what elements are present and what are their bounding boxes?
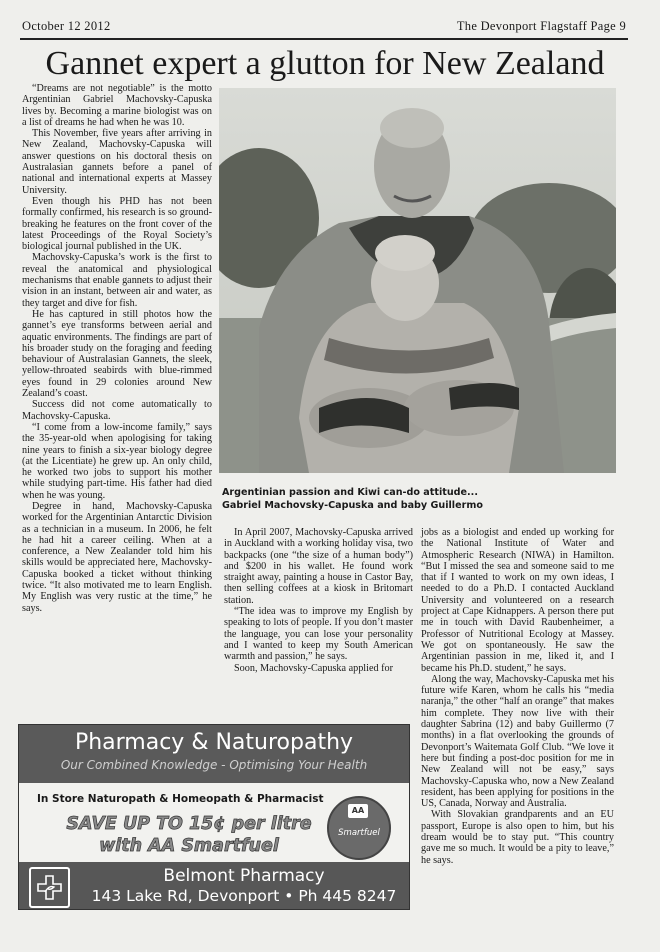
pharmacy-advertisement bbox=[18, 724, 410, 910]
caption-line-2: Gabriel Machovsky-Capuska and baby Guillermo bbox=[222, 500, 483, 511]
ad-banner bbox=[19, 725, 409, 783]
aa-logo: AA bbox=[348, 804, 368, 818]
ad-tagline: Our Combined Knowledge - Optimising Your Health bbox=[60, 758, 368, 772]
paragraph: “Dreams are not negotiable” is the motto Argentinian Gabriel Machovsky-Capuska lives by. Becoming a marine biologist was on a list of dreams he had when he was 10. bbox=[22, 83, 212, 128]
paragraph: Machovsky-Capuska’s work is the first to reveal the anatomical and physiological mechanisms that enable gannets to adjust their vision in an instant, between air and water, as they target and dive for fish. bbox=[22, 252, 212, 309]
paragraph: Success did not come automatically to Machovsky-Capuska. bbox=[22, 399, 212, 422]
header-rule bbox=[20, 38, 628, 40]
article-column-2 bbox=[224, 527, 413, 674]
smartfuel-label: Smartfuel bbox=[338, 828, 380, 838]
paragraph: Degree in hand, Machovsky-Capuska worked for the Argentinian Antarctic Division as a technician in a museum. In 2006, he felt he had hit a career ceiling. When at a conference, a New Zealander told him his skills would be appreciated here, Machovsky-Capuska booked a ticket without thinking twice. “It also motivated me to learn English. My English was very rustic at the time,” he says. bbox=[22, 500, 212, 614]
ad-services: In Store Naturopath & Homeopath & Pharmacist bbox=[37, 793, 324, 805]
offer-line-2: with AA Smartfuel bbox=[99, 836, 279, 856]
pharmacy-cross-logo bbox=[29, 867, 70, 908]
photo-caption bbox=[222, 486, 622, 512]
ad-title: Pharmacy & Naturopathy bbox=[74, 730, 354, 755]
caption-line-1: Argentinian passion and Kiwi can-do attitude... bbox=[222, 487, 478, 498]
paragraph: He has captured in still photos how the gannet’s eye transforms between aerial and aquatic environments. The findings are part of his broader study on the foraging and feeding behaviour of Australasian Gannets, the sleek, yellow-throated seabirds with blue-rimmed eyes found in 29 colonies around New Zealand’s coast. bbox=[22, 308, 212, 400]
paragraph: Soon, Machovsky-Capuska applied for bbox=[234, 662, 394, 674]
paragraph: Along the way, Machovsky-Capuska met his future wife Karen, whom he calls his “media naranja,” the other “half an orange” that makes him complete. They now live with their daughter Sabrina (12) and baby Guillermo (7 months) in a flat overlooking the grounds of Devonport’s Waitemata Golf Club. “We love it here but finding a post-doc position for me in New Zealand will not be easy,” says Machovsky-Capuska who, now a New Zealand resident, has been applying for positions in the US, Canada, Norway and Australia. bbox=[421, 673, 614, 810]
paragraph: “I come from a low-income family,” says the 35-year-old when apologising for taking nine years to finish a six-year biology degree (at the Licentiate) he grew up. An only child, he worked two jobs to support his mother while studying part-time. His father had died when he was young. bbox=[22, 421, 212, 501]
paragraph: Even though his PHD has not been formally confirmed, his research is so ground-breaking he features on the front cover of the latest Proceedings of the Royal Society’s biological journal published in the UK. bbox=[22, 195, 212, 253]
article-column-1 bbox=[22, 83, 212, 614]
article-photo bbox=[219, 88, 616, 473]
paragraph: With Slovakian grandparents and an EU passport, Europe is also open to him, but his dream would be to stay put. “This country gave me so much. It would be a pity to leave,” he says. bbox=[421, 809, 614, 866]
pharmacy-name: Belmont Pharmacy bbox=[163, 866, 325, 886]
paragraph: In April 2007, Machovsky-Capuska arrived in Auckland with a working holiday visa, two backpacks (one “the size of a human body”) and $200 in his wallet. He found work straight away, painting a house in Castor Bay, then selling coffees at a kiosk in Britomart station. bbox=[224, 527, 413, 606]
photo-man-and-baby-illustration bbox=[219, 88, 616, 473]
fuel-discount-offer bbox=[49, 813, 329, 857]
pharmacy-footer bbox=[19, 862, 409, 909]
pharmacy-cross-icon bbox=[37, 875, 62, 900]
offer-line-1: SAVE UP TO 15¢ per litre bbox=[66, 814, 312, 834]
article-column-3 bbox=[421, 527, 614, 866]
paragraph: jobs as a biologist and ended up working for the National Institute of Water and Atmospheric Research (NIWA) in Hamilton. “But I missed the sea and someone said to me that if I wanted to work on my own ideas, I needed to do a Ph.D. I contacted Auckland University and volunteered on a research project at Cape Kidnappers. A person there put me in touch with David Raubenheimer, a Professor of Nutritional Ecology at Massey. We got on spontaneously. He saw the Argentinian passion in me, liked it, and I became his Ph.D. student,” he says. bbox=[421, 527, 614, 674]
publication-page-label: The Devonport Flagstaff Page 9 bbox=[456, 19, 626, 33]
pharmacy-address: 143 Lake Rd, Devonport • Ph 445 8247 bbox=[91, 887, 397, 905]
paragraph: This November, five years after arriving in New Zealand, Machovsky-Capuska will answer questions on his doctoral thesis on Australasian gannets before a panel of national and international experts at Massey University. bbox=[22, 128, 212, 196]
article-headline: Gannet expert a glutton for New Zealand bbox=[45, 45, 605, 82]
smartfuel-badge bbox=[327, 796, 391, 860]
paragraph: “The idea was to improve my English by speaking to lots of people. If you don’t master the language, you can lose your personality and I wanted to keep my South American warmth and passion,” he says. bbox=[224, 606, 413, 663]
issue-date: October 12 2012 bbox=[22, 19, 111, 33]
